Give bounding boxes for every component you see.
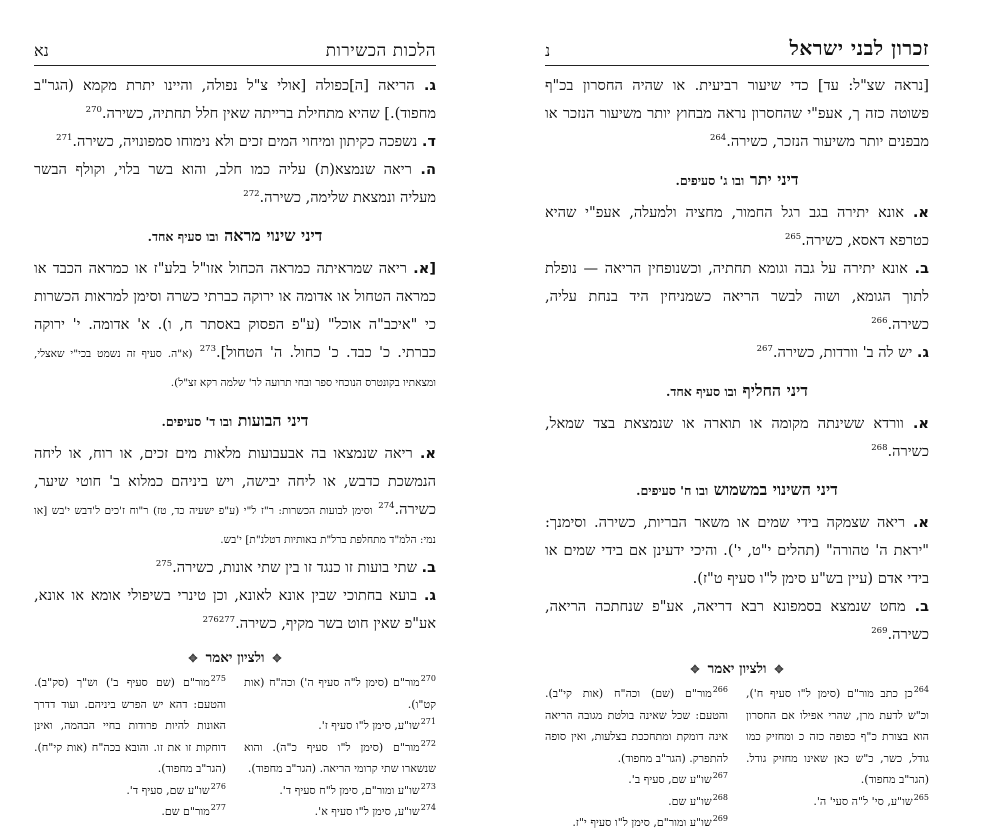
ornament-icon: ✥ xyxy=(272,651,282,665)
footnote xyxy=(244,737,436,780)
paragraph-text: יש לה ב' וורדות, כשירה. xyxy=(772,344,913,361)
section-heading-title: דיני החליף xyxy=(742,381,808,400)
footnote-text: כן כתב מור"ם (סימן ל"ו סעיף ח'), וכ"ש לדעת מרן, שהרי אפילו אם החסרון הוא בצורת כ"ף כפופה כזה כ ומחזיק כמו גודל, כשר, כ"ש כאן שאינו מחזיק גודל. (הגר"ב מחפוד). xyxy=(746,687,929,786)
paragraph xyxy=(545,255,929,339)
section-heading-sub: ובו ד' סעיפים. xyxy=(161,414,233,429)
left-page xyxy=(34,36,437,818)
section-heading xyxy=(545,377,929,406)
paragraph-aside: וסימן לבועות הכשרות: ר"ז ל"י (ע"פ ישעיה כד, טז) ר"וח ז'כים ל'דבש י'בש [או נמי: הלמ"ד מתחלפת ברל"ת באותיות דטלנ"ת] י'בש. xyxy=(34,505,436,546)
footnote xyxy=(545,791,728,813)
footnote-text: מור"ם שם. xyxy=(161,805,210,818)
footnote-text: מור"ם (שם סעיף ב') וש"ך (סק"ב). והטעם: דהא יש הפרש ביניהם. ועוד דדרך האונות להיות פרודות בחיי הבהמה, ואינן דוחקות זו את זו. והובא בכה"ח (אות קי"ח). (הגר"ב מחפוד). xyxy=(34,676,226,775)
footnote-number: 277 xyxy=(210,803,226,813)
page-number: נא xyxy=(34,41,49,60)
paragraph xyxy=(34,582,436,638)
footnote-ref: 269 xyxy=(871,626,888,637)
paragraph-label: ד. xyxy=(421,133,436,150)
footnote-ref: 264 xyxy=(709,133,727,144)
footnote-number: 269 xyxy=(712,814,728,824)
footnote-text: שו"ע ומור"ם, סימן ל"ח סעיף ד'. xyxy=(279,783,420,797)
footnote-text: מור"ם (שם) וכה"ח (אות קי"ב). והטעם: שכל שאינה בולטת מגובה הריאה אינה דומקת ומתחככת בצלעות, ואין סופה להתפרק. (הגר"ב מחפוד). xyxy=(545,687,728,765)
paragraph xyxy=(34,156,436,212)
footnote-ref: 265 xyxy=(784,232,802,243)
section-heading-title: דיני יתר xyxy=(749,170,799,189)
left-page-body xyxy=(34,66,436,638)
footnote-column xyxy=(545,683,728,834)
paragraph xyxy=(34,72,436,128)
footnote xyxy=(244,801,436,823)
footnote-number: 265 xyxy=(913,792,929,802)
section-heading-sub: ובו סעיף אחד. xyxy=(666,384,737,399)
paragraph-label: ג. xyxy=(423,587,436,604)
paragraph-text: ריאה שצמקה בידי שמים או משאר הבריות, כשירה. וסימנך: "יראת ה' טהורה" (תהלים י"ט, י'). והיכי ידעינן אם בידי שמים או בידי אדם (עיין בש"ע סימן ל"ו סעיף ט"ז). xyxy=(545,514,929,587)
paragraph-text: הריאה [ה]כפולה [אולי צ"ל נפולה, והיינו יתרת מקמא (הגר"ב מחפוד).] שהיא מתחילת ברייתה שאין חלל תחתיה, כשירה. xyxy=(34,77,436,122)
footnote-number: 274 xyxy=(420,803,436,813)
paragraph xyxy=(545,509,929,593)
book-title: זכרון לבני ישראל xyxy=(789,36,929,60)
paragraph-text: בועא בחתוכי שבין אונא לאונא, וכן טינרי בשיפולי אומא או אונא, אע"פ שאין חוט בשר מקיף, כשירה. xyxy=(34,587,436,632)
paragraph xyxy=(545,199,929,255)
section-heading-sub: ובו ג' סעיפים. xyxy=(675,173,745,188)
footnote-ref: 274 xyxy=(378,501,395,512)
footnote xyxy=(34,801,226,823)
footnote-ref: 275 xyxy=(155,559,173,570)
section-heading-sub: ובו סעיף אחד. xyxy=(147,229,219,244)
paragraph-label: ב. xyxy=(914,260,929,277)
footnote-ref: 271 xyxy=(56,133,73,144)
paragraph-text: וורדא ששינתה מקומה או תוארה או שנמצאת בצד שמאל, כשירה. xyxy=(545,415,929,460)
footnote xyxy=(746,791,929,813)
section-heading xyxy=(34,222,436,251)
paragraph-text: אונא יתירה על גבה וגומא תחתיה, וכשנופחין הריאה — נופלת לתוך הגומא, ושוה לבשר הריאה כשמניחין היד בנחת עליה, כשירה. xyxy=(545,260,929,333)
footnote-text: שו"ע, סימן ל"ו סעיף א'. xyxy=(314,805,420,818)
section-heading-sub: ובו ח' סעיפים. xyxy=(636,483,709,498)
footnote-column xyxy=(746,683,929,834)
left-footnotes xyxy=(34,672,436,823)
paragraph-label: ה. xyxy=(420,161,436,178)
paragraph xyxy=(34,128,436,156)
footnote-ref: 277 xyxy=(218,615,236,626)
paragraph-label: א. xyxy=(912,415,930,432)
notes-title: ✥ ולציון יאמר ✥ xyxy=(188,650,282,666)
footnote xyxy=(545,769,728,791)
right-page-header xyxy=(545,36,929,66)
footnote-number: 270 xyxy=(420,674,436,684)
paragraph-text: ריאה שנמצאו בה אבעבועות מלאות מים זכים, או רוח, או ליחה הנמשכת כדבש, או ליחה יבישה, ויש ביניהם כמלוא ב' חוטי שיער, כשירה. xyxy=(34,445,437,518)
paragraph xyxy=(545,410,929,466)
section-heading-title: דיני השינוי במשמוש xyxy=(713,480,838,499)
footnote-column xyxy=(34,672,226,823)
paragraph xyxy=(545,593,929,649)
paragraph-text: מחט שנמצא בסמפונא רבא דריאה, אע"פ שנחתכה הריאה, כשירה. xyxy=(545,598,929,643)
paragraph xyxy=(545,339,929,367)
section-heading-title: דיני שינוי מראה xyxy=(224,226,323,245)
footnote xyxy=(545,683,728,769)
footnote-ref: 267 xyxy=(756,344,773,355)
footnote-column xyxy=(244,672,436,823)
section-heading xyxy=(545,476,929,505)
paragraph-label: ג. xyxy=(423,77,436,94)
paragraph xyxy=(34,554,436,582)
paragraph-label: ג. xyxy=(916,344,929,361)
paragraph-label: א. xyxy=(419,445,436,462)
footnote-number: 276 xyxy=(210,781,226,791)
ornament-icon: ✥ xyxy=(774,662,784,676)
footnote xyxy=(746,683,929,791)
footnote-ref: 268 xyxy=(871,443,888,454)
footnote-number: 267 xyxy=(712,771,728,781)
notes-title: ✥ ולציון יאמר ✥ xyxy=(690,661,784,677)
footnote-text: שו"ע ומור"ם, סימן ל"ו סעיף י"ז. xyxy=(572,816,712,829)
page-number: נ xyxy=(545,41,551,60)
paragraph-label: ב. xyxy=(914,598,929,615)
footnote-text: שו"ע שם. xyxy=(668,794,712,808)
footnote-text: מור"ם (סימן ל"ה סעיף ה') וכה"ח (אות קט"ו). xyxy=(244,676,436,711)
section-heading xyxy=(34,407,436,436)
footnote-text: שו"ע שם, סעיף ב'. xyxy=(628,773,712,786)
footnote-ref: 272 xyxy=(243,189,260,200)
left-page-header xyxy=(34,36,436,66)
footnote-text: שו"ע, סימן ל"ו סעיף ז'. xyxy=(318,719,420,732)
footnote-text: שו"ע שם, סעיף ד'. xyxy=(126,783,210,797)
paragraph xyxy=(34,440,436,554)
footnote-number: 266 xyxy=(712,685,728,695)
footnote xyxy=(244,672,436,715)
footnote xyxy=(34,672,226,780)
paragraph-text: אונא יתירה בגב רגל החמור, מחציה ולמעלה, אעפ"י שהיא כטרפא דאסא, כשירה. xyxy=(545,204,929,249)
paragraph-text: ריאה שנמצא(ת) עליה כמו חלב, והוא בשר בלוי, וקולף הבשר מעליה ונמצאת שלימה, כשירה. xyxy=(34,161,436,206)
right-page-body xyxy=(545,66,929,649)
footnote-number: 264 xyxy=(913,685,929,695)
section-title: הלכות הכשירות xyxy=(325,41,436,61)
paragraph-label: [א. xyxy=(413,260,436,277)
section-heading-title: דיני הבועות xyxy=(237,411,309,430)
footnote-ref: 270 xyxy=(85,105,102,116)
footnote-number: 268 xyxy=(712,792,728,802)
right-footnotes xyxy=(545,683,929,834)
footnote-text: מור"ם (סימן ל"ו סעיף כ"ה). והוא שנשארו שתי קרומי הריאה. (הגר"ב מחפוד). xyxy=(244,740,436,775)
footnote xyxy=(244,715,436,737)
footnote-text: שו"ע, סי' ל"ה סעי' ה'. xyxy=(813,794,913,808)
footnote xyxy=(34,780,226,802)
footnote-number: 275 xyxy=(210,674,226,684)
footnote-number: 271 xyxy=(420,717,436,727)
footnote-ref: 273 xyxy=(199,344,216,355)
ornament-icon: ✥ xyxy=(690,662,700,676)
paragraph-text: ריאה שמראיתה כמראה הכחול אזו"ל בלע"ז או כמראה הכבד או כמראה הטחול או אדומה או ירוקה כברתי כשרה וסימן למראות הכשרות כי "איכב"ה אוכל" (ע"פ הפסוק באסתר ח, ו). א' אדומה. י' ירוקה כברתי. כ' כבד. כ' כחול. ה' הטחול]. xyxy=(34,260,437,361)
paragraph-label: ב. xyxy=(421,559,436,576)
footnote-ref: 266 xyxy=(871,316,888,327)
paragraph-label: א. xyxy=(912,514,929,531)
footnote xyxy=(545,812,728,834)
paragraph xyxy=(545,72,929,156)
right-page xyxy=(545,36,930,829)
paragraph-label: א. xyxy=(912,204,930,221)
footnote-number: 272 xyxy=(420,738,436,748)
paragraph-aside: (א"ה. סעיף זה נשמט בכי"י שאצלי, ומצאתיו בקונטרס הנוכחי ספר ובחי תרועה לר' שלמה רקא זצ"ל). xyxy=(34,348,436,389)
paragraph xyxy=(34,255,436,397)
footnote-ref: 276 xyxy=(202,615,219,626)
section-heading xyxy=(545,166,929,195)
footnote-number: 273 xyxy=(420,781,436,791)
ornament-icon: ✥ xyxy=(188,651,198,665)
paragraph-text: נשפכה כקיתון ומיחוי המים זכים ולא נימוחו סמפונויה, כשירה. xyxy=(72,133,418,150)
paragraph-text: שתי בועות זו כנגד זו בין שתי אונות, כשירה. xyxy=(172,559,417,576)
footnote xyxy=(244,780,436,802)
paragraph-text: [נראה שצ"ל: עד] כדי שיעור רביעית. או שהיה החסרון בכ"ף פשוטה כזה ך, אעפ"י שהחסרון נראה מבחוץ יותר משיעור הנזכר או מבפנים יותר משיעור הנזכר, כשירה. xyxy=(545,77,929,150)
